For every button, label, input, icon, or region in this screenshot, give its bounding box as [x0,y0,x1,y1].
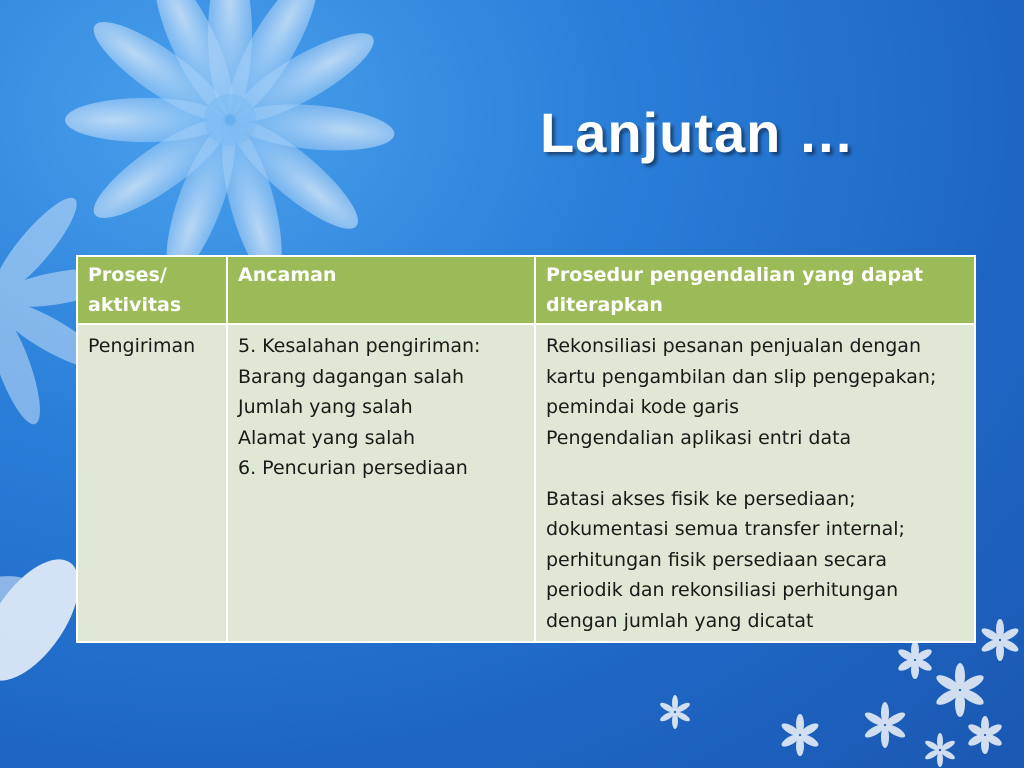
large-flower-graphic [65,0,396,285]
procedure-paragraph: Pengendalian aplikasi entri data [546,426,852,449]
threat-line: 5. Kesalahan pengiriman: [238,335,481,357]
threat-line: 6. Pencurian persediaan [238,457,468,479]
cell-threat [227,324,535,642]
threat-line: Jumlah yang salah [238,396,413,418]
procedure-paragraph: Batasi akses fisik ke persediaan; dokumentasi semua transfer internal; perhitungan fisik persediaan secara periodik dan rekonsiliasi perhitungan dengan jumlah yang dicatat [546,487,905,632]
procedure-paragraph: Rekonsiliasi pesanan penjualan dengan kartu pengambilan dan slip pengepakan; pemindai kode garis [546,335,937,418]
table-row [77,324,975,642]
header-procedure: Prosedur pengendalian yang dapat diterapkan [535,256,975,324]
threat-line: Alamat yang salah [238,426,416,449]
control-procedures-table [76,255,976,643]
cell-process: Pengiriman [77,324,227,642]
cell-procedure [535,324,975,642]
paragraph-spacer [546,453,964,484]
header-threat: Ancaman [227,256,535,324]
threat-line: Barang dagangan salah [238,365,465,388]
slide-title: Lanjutan … [540,101,855,164]
header-process: Proses/ aktivitas [77,256,227,324]
table-header-row [77,256,975,324]
